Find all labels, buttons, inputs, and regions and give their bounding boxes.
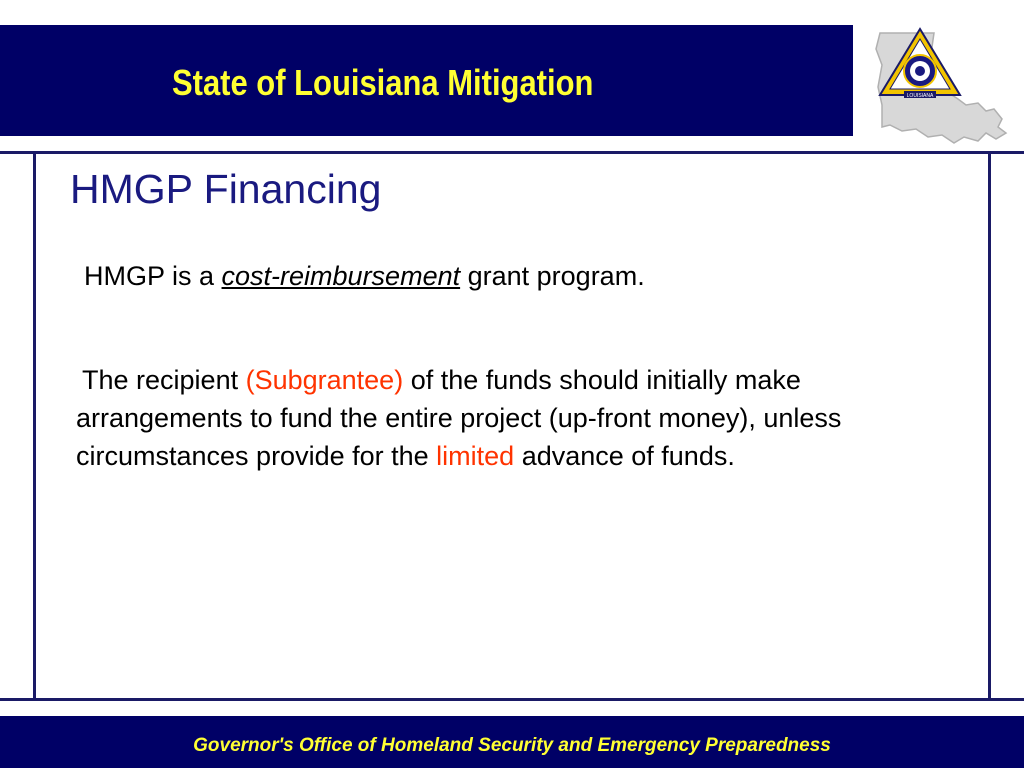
louisiana-state-seal-icon [868,25,1010,151]
para2-subgrantee-highlight: (Subgrantee) [245,365,404,395]
para2-part2: of the funds should initially make arrangements to fund the entire project (up-front money), unless circumstances provide for the [76,365,842,471]
frame-bottom-rule [0,698,1024,701]
frame-right-rule [988,151,991,701]
slide-title: HMGP Financing [70,166,382,212]
paragraph-cost-reimbursement [84,257,645,295]
frame-top-rule [0,151,1024,154]
header-title: State of Louisiana Mitigation [172,62,594,103]
footer-text: Governor's Office of Homeland Security and Emergency Preparedness [193,735,831,756]
para2-limited-highlight: limited [436,441,515,471]
para1-emphasis: cost-reimbursement [221,261,461,291]
louisiana-seal-logo [868,25,1010,151]
paragraph-recipient-funding [76,361,936,475]
logo-label: LOUISIANA [906,93,934,99]
para1-prefix: HMGP is a [84,261,222,291]
para2-part1: The recipient [82,365,246,395]
para2-part3: advance of funds. [514,441,735,471]
para1-suffix: grant program. [460,261,645,291]
frame-left-rule [33,151,36,701]
